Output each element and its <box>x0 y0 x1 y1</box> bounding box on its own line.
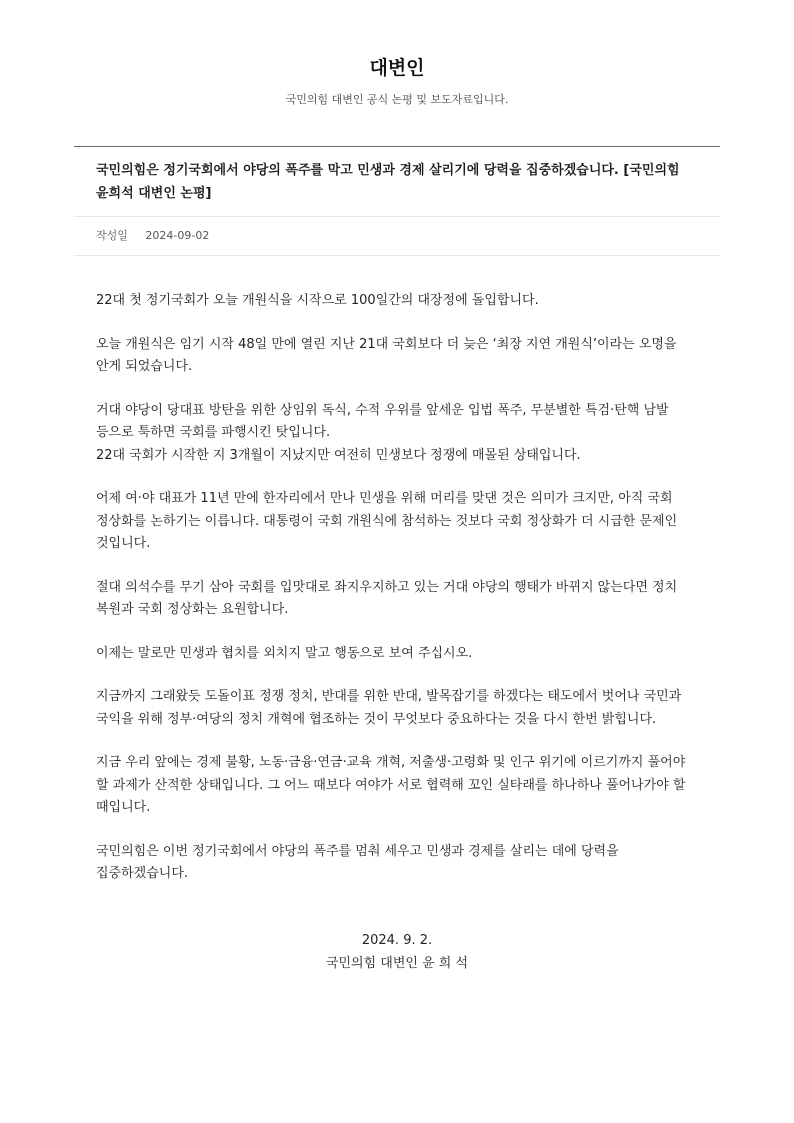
body-paragraph <box>96 577 698 622</box>
title-divider <box>74 216 720 217</box>
body-paragraph <box>96 752 698 820</box>
article-body <box>96 290 698 907</box>
body-paragraph <box>96 290 698 313</box>
date-label: 작성일 <box>96 229 128 242</box>
body-paragraph <box>96 488 698 556</box>
body-paragraph <box>96 686 698 731</box>
paragraph-line: 국민의힘은 이번 정기국회에서 야당의 폭주를 멈춰 세우고 민생과 경제를 살리는 데에 당력을 집중하겠습니다. <box>96 843 619 881</box>
article-title: 국민의힘은 정기국회에서 야당의 폭주를 막고 민생과 경제 살리기에 당력을 집중하겠습니다. [국민의힘 윤희석 대변인 논평] <box>96 163 680 201</box>
signature-date: 2024. 9. 2. <box>361 933 433 948</box>
paragraph-line: 거대 야당이 당대표 방탄을 위한 상임위 독식, 수적 우위를 앞세운 입법 폭주, 무분별한 특검·탄핵 남발 등으로 툭하면 국회를 파행시킨 탓입니다. <box>96 402 669 440</box>
paragraph-line: 이제는 말로만 민생과 협치를 외치지 말고 행동으로 보여 주십시오. <box>96 645 473 661</box>
meta-divider <box>74 255 720 256</box>
paragraph-line: 지금까지 그래왔듯 도돌이표 정쟁 정치, 반대를 위한 반대, 발목잡기를 하겠다는 태도에서 벗어나 국민과 국익을 위해 정부·여당의 정치 개혁에 협조하는 것이 무엇보다 중요하다는 것을 다시 한번 밝힙니다. <box>96 689 682 727</box>
paragraph-line: 지금 우리 앞에는 경제 불황, 노동·금융·연금·교육 개혁, 저출생·고령화 및 인구 위기에 이르기까지 풀어야 할 과제가 산적한 상태입니다. 그 어느 때보다 여야가 서로 협력해 꼬인 실타래를 하나하나 풀어나가야 할 때입니다. <box>96 755 686 815</box>
page-subtitle: 국민의힘 대변인 공식 논평 및 보도자료입니다. <box>285 93 509 106</box>
paragraph-line: 22대 국회가 시작한 지 3개월이 지났지만 여전히 민생보다 정쟁에 매몰된 상태입니다. <box>96 447 581 463</box>
article-meta <box>96 228 209 244</box>
header-divider <box>74 146 720 147</box>
paragraph-line: 절대 의석수를 무기 삼아 국회를 입맛대로 좌지우지하고 있는 거대 야당의 행태가 바뀌지 않는다면 정치 복원과 국회 정상화는 요원합니다. <box>96 579 678 617</box>
page-title: 대변인 <box>369 57 425 79</box>
body-paragraph <box>96 334 698 379</box>
publish-date: 2024-09-02 <box>145 229 210 242</box>
signature-block <box>0 930 794 975</box>
signature-name: 국민의힘 대변인 윤 희 석 <box>325 955 469 971</box>
body-paragraph <box>96 643 698 666</box>
paragraph-line: 어제 여·야 대표가 11년 만에 한자리에서 만나 민생을 위해 머리를 맞댄 것은 의미가 크지만, 아직 국회 정상화를 논하기는 이릅니다. 대통령이 국회 개원식에 참석하는 것보다 국회 정상화가 더 시급한 문제인 것입니다. <box>96 491 678 551</box>
body-paragraph <box>96 400 698 468</box>
paragraph-line: 22대 첫 정기국회가 오늘 개원식을 시작으로 100일간의 대장정에 돌입합니다. <box>96 293 539 308</box>
body-paragraph <box>96 841 698 886</box>
paragraph-line: 오늘 개원식은 임기 시작 48일 만에 열린 지난 21대 국회보다 더 늦은 ‘최장 지연 개원식’이라는 오명을 안게 되었습니다. <box>96 336 677 374</box>
